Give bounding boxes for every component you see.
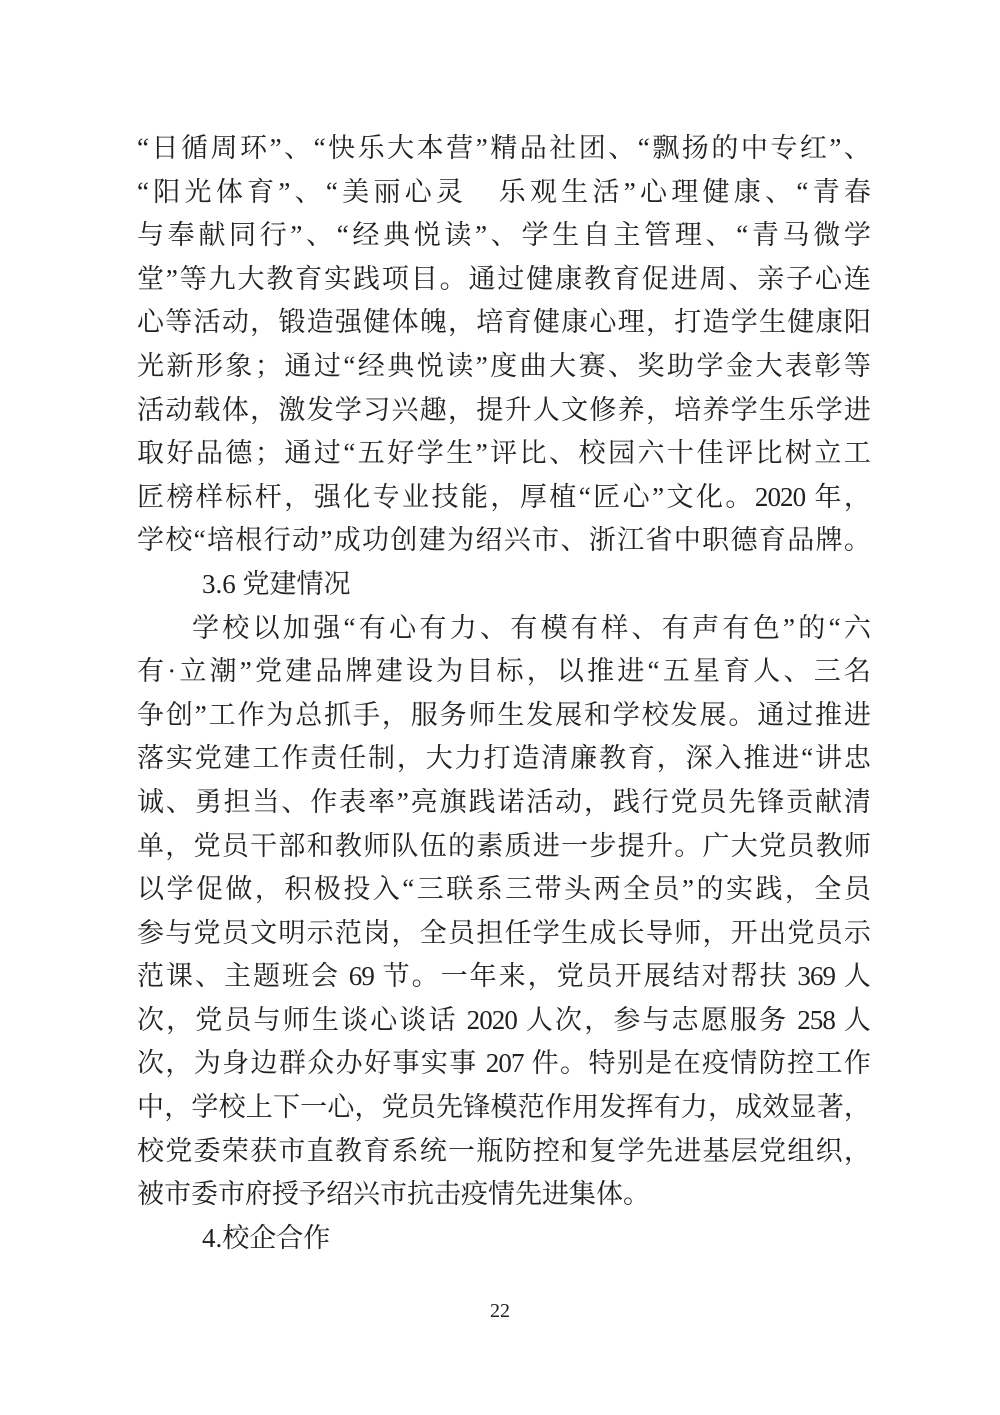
body-line: 单，党员干部和教师队伍的素质进一步提升。广大党员教师 bbox=[137, 830, 870, 861]
body-line: “阳光体育”、“美丽心灵 乐观生活”心理健康、“青春 bbox=[137, 176, 870, 207]
body-line: 次，党员与师生谈心谈话 2020 人次，参与志愿服务 258 人 bbox=[137, 1004, 870, 1035]
body-line: 取好品德；通过“五好学生”评比、校园六十佳评比树立工 bbox=[137, 438, 870, 469]
body-line: 以学促做，积极投入“三联系三带头两全员”的实践，全员 bbox=[137, 874, 870, 905]
body-line: 范课、主题班会 69 节。一年来，党员开展结对帮扶 369 人 bbox=[137, 961, 870, 992]
body-line: 参与党员文明示范岗，全员担任学生成长导师，开出党员示 bbox=[137, 917, 870, 948]
body-line: 活动载体，激发学习兴趣，提升人文修养，培养学生乐学进 bbox=[137, 394, 870, 425]
body-line: 心等活动，锻造强健体魄，培育健康心理，打造学生健康阳 bbox=[137, 307, 870, 338]
body-line: 落实党建工作责任制，大力打造清廉教育，深入推进“讲忠 bbox=[137, 743, 870, 774]
body-line: 光新形象；通过“经典悦读”度曲大赛、奖助学金大表彰等 bbox=[137, 350, 870, 381]
page-number: 22 bbox=[490, 1300, 510, 1322]
body-line: 堂”等九大教育实践项目。通过健康教育促进周、亲子心连 bbox=[137, 263, 870, 294]
body-line: 被市委市府授予绍兴市抗击疫情先进集体。 bbox=[137, 1179, 650, 1210]
body-line: 学校以加强“有心有力、有模有样、有声有色”的“六 bbox=[192, 612, 870, 643]
body-line: 与奉献同行”、“经典悦读”、学生自主管理、“青马微学 bbox=[137, 220, 870, 251]
body-line: 学校“培根行动”成功创建为绍兴市、浙江省中职德育品牌。 bbox=[137, 525, 870, 556]
body-line: 次，为身边群众办好事实事 207 件。特别是在疫情防控工作 bbox=[137, 1048, 870, 1079]
body-line: 诚、勇担当、作表率”亮旗践诺活动，践行党员先锋贡献清 bbox=[137, 786, 870, 817]
body-line: 校党委荣获市直教育系统一瓶防控和复学先进基层党组织， bbox=[137, 1135, 870, 1166]
body-line: 匠榜样标杆，强化专业技能，厚植“匠心”文化。2020 年， bbox=[137, 481, 870, 512]
section-heading-3-6: 3.6 党建情况 bbox=[202, 568, 351, 599]
body-line: 争创”工作为总抓手，服务师生发展和学校发展。通过推进 bbox=[137, 699, 870, 730]
body-line: 中，学校上下一心，党员先锋模范作用发挥有力，成效显著， bbox=[137, 1092, 870, 1123]
body-line: 有·立潮”党建品牌建设为目标，以推进“五星育人、三名 bbox=[137, 656, 870, 687]
section-heading-4: 4.校企合作 bbox=[202, 1222, 331, 1253]
text-block bbox=[137, 127, 870, 1260]
body-line: “日循周环”、“快乐大本营”精品社团、“飘扬的中专红”、 bbox=[137, 133, 870, 163]
